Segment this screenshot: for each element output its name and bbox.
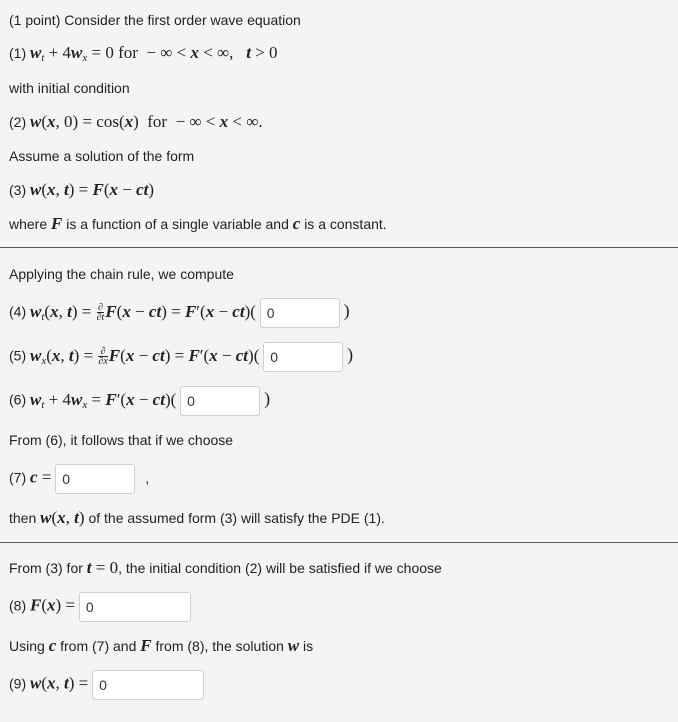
from-6-text: From (6), it follows that if we choose (9, 432, 234, 448)
section-divider (0, 247, 678, 248)
from-3-text: From (3) for t = 0, the initial condition (2) will be satisfied if we choose (9, 558, 442, 577)
problem-title: (1 point) Consider the first order wave equation (9, 12, 301, 28)
equation-6: (6) $w_t + 4w_x = F'(x - ct)$( 0 ) (9, 386, 270, 416)
equation-1: (1) $w_t + 4w_x = 0$ for − ∞ < x < ∞, t > 0 (9, 43, 278, 64)
equation-4: (4) $w_t(x$, t) = $\frac{\partial}{\partial t}$ F(x − ct) = F′(x − ct)( 0 ) (9, 298, 350, 328)
answer-5-input[interactable]: 0 (263, 342, 343, 372)
equation-9: (9) w(x, t) = 0 (9, 670, 204, 700)
answer-9-input[interactable]: 0 (92, 670, 204, 700)
then-text: then w(x, t) of the assumed form (3) will satisfy the PDE (1). (9, 508, 385, 527)
assume-text: Assume a solution of the form (9, 148, 195, 164)
answer-6-input[interactable]: 0 (180, 386, 260, 416)
answer-7-input[interactable]: 0 (55, 464, 135, 494)
equation-8: (8) F(x) = 0 (9, 592, 191, 622)
chain-rule-heading: Applying the chain rule, we compute (9, 266, 234, 282)
equation-3: (3) w(x, t) = F(x − ct) (9, 180, 155, 199)
equation-2: (2) w(x, 0) = cos(x) for − ∞ < x < ∞. (9, 112, 263, 131)
initial-condition-text: with initial condition (9, 80, 130, 96)
answer-8-input[interactable]: 0 (79, 592, 191, 622)
using-text: Using c from (7) and F from (8), the solution w is (9, 636, 314, 655)
where-text: where F is a function of a single variable and c is a constant. (9, 214, 387, 233)
section-divider (0, 542, 678, 543)
equation-7: (7) c = 0 , (9, 464, 149, 494)
equation-5: (5) $w_x(x$, t) = $\frac{\partial}{\partial x}$ F(x − ct) = F′(x − ct)( 0 ) (9, 342, 353, 372)
answer-4-input[interactable]: 0 (260, 298, 340, 328)
